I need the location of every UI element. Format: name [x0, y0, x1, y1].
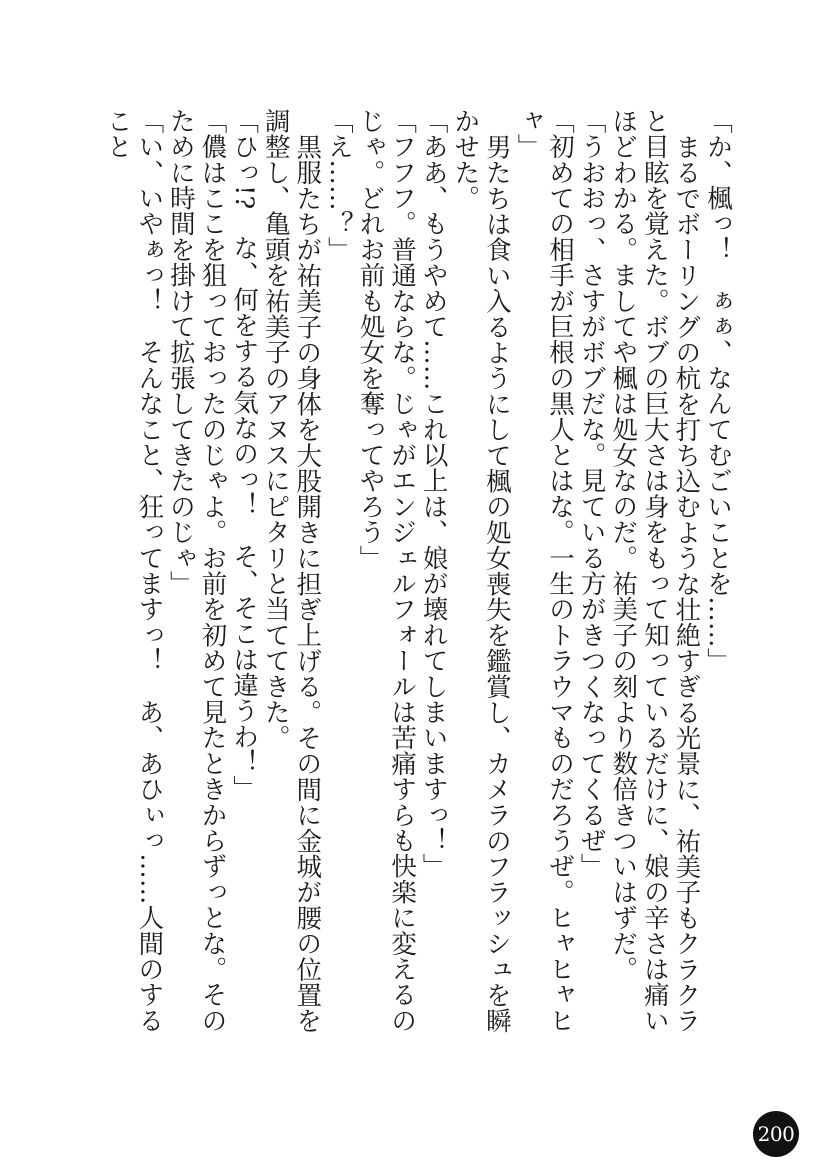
paragraph-7: 「フフフ。普通ならな。じゃがエンジェルフォールは苦痛すらも快楽に変えるのじゃ。どれお前も処女を奪ってやろう」 — [355, 108, 418, 1034]
paragraph-2: まるでボーリングの杭を打ち込むような壮絶すぎる光景に、祐美子もクラクラと目眩を覚えた。ボブの巨大さは身をもって知っているだけに、娘の辛さは痛いほどわかる。ましてや楓は処女なのだ。祐美子の刻より数倍きついはずだ。 — [608, 108, 702, 1034]
paragraph-3: 「うおおっ、さすがボブだな。見ている方がきつくなってくるぜ」 — [576, 108, 607, 879]
paragraph-10: 「ひっ!? な、何をする気なのっ！ そ、そこは違うわ！」 — [229, 108, 260, 801]
body-text — [101, 108, 733, 1038]
paragraph-12: 「い、いやぁっ！ そんなこと、狂ってますっ！ あ、あひぃっ……人間のすること — [102, 108, 165, 1034]
paragraph-9: 黒服たちが祐美子の身体を大股開きに担ぎ上げる。その間に金城が腰の位置を調整し、亀頭を祐美子のアヌスにピタリと当ててきた。 — [260, 108, 323, 1033]
paragraph-4: 「初めての相手が巨根の黒人とはな。一生のトラウマものだろうぜ。ヒャヒャヒャ」 — [513, 108, 576, 1034]
paragraph-8: 「え……？」 — [323, 108, 354, 263]
paragraph-11: 「儂はここを狙っておったのじゃよ。お前を初めて見たときからずっとな。そのために時間を掛けて拡張してきたのじゃ」 — [165, 108, 228, 1034]
paragraph-1: 「か、楓っ！ ぁぁ、なんてむごいことを……」 — [703, 108, 733, 674]
paragraph-5: 男たちは食い入るようにして楓の処女喪失を鑑賞し、カメラのフラッシュを瞬かせた。 — [450, 108, 512, 1033]
page-number-badge: 200 — [753, 1111, 799, 1157]
paragraph-6: 「ああ、もうやめて……これ以上は、娘が壊れてしまいますっ！」 — [418, 108, 449, 879]
